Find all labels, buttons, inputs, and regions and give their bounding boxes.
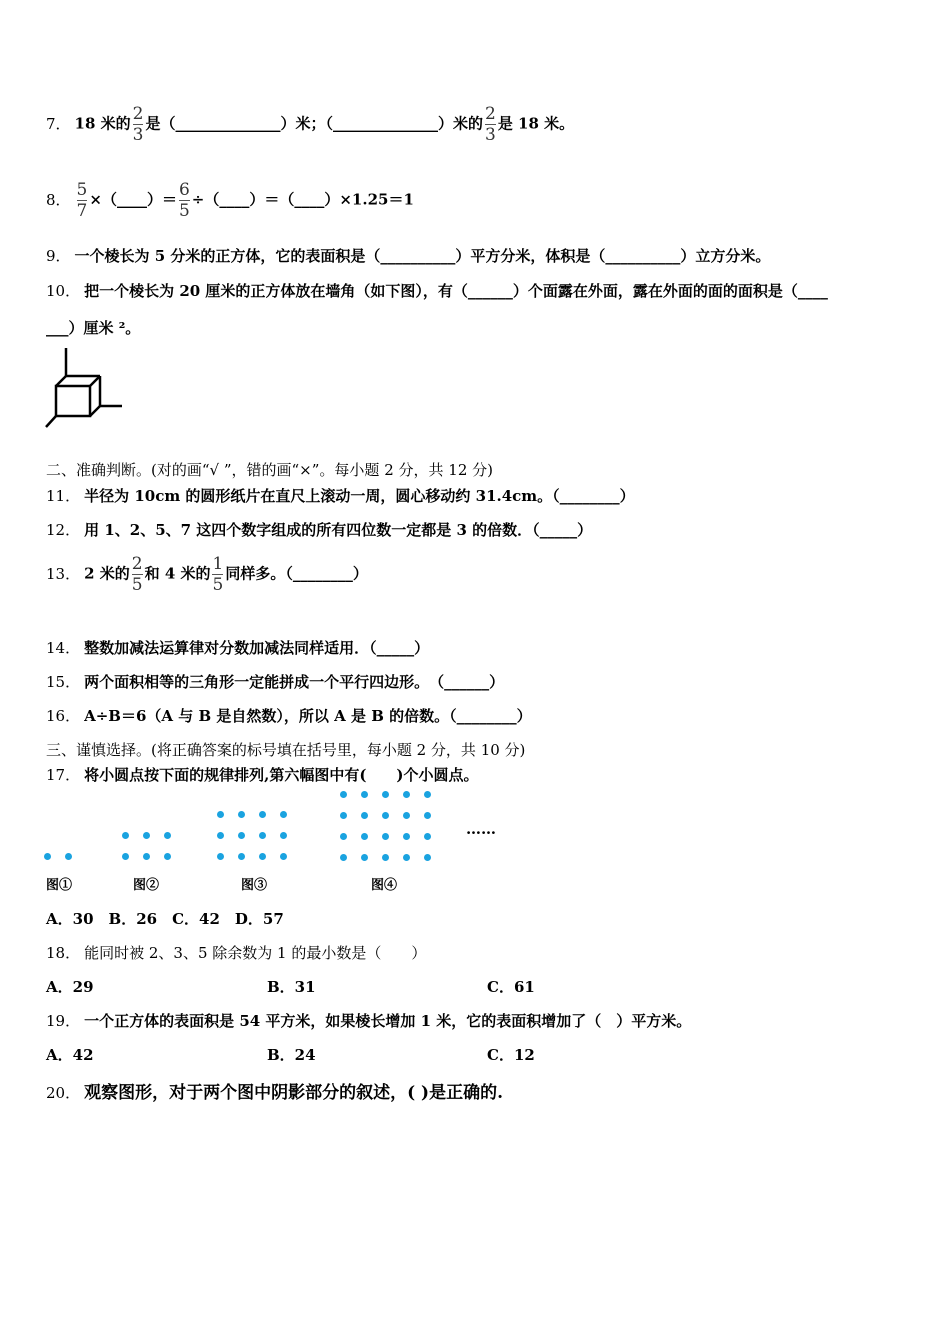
dot-fig4	[424, 854, 431, 861]
dot-fig4	[424, 812, 431, 819]
figure-2-label: 图②	[133, 878, 160, 893]
dot-fig4	[403, 791, 410, 798]
q8-text-a: ×（____）＝	[89, 190, 177, 209]
question-7	[46, 104, 574, 145]
q13-text-c: 同样多。（________）	[225, 564, 368, 583]
q7-fraction-1: $\frac{2}{3}$	[132, 104, 144, 145]
cube-corner-figure	[44, 346, 128, 430]
question-20	[46, 1078, 503, 1103]
dot-fig4	[361, 854, 368, 861]
question-16	[46, 705, 532, 726]
q17-options: A．30 B．26 C．42 D．57	[46, 910, 284, 928]
q19-option-c: C．12	[487, 1046, 535, 1064]
dot-fig2	[143, 832, 150, 839]
question-10	[46, 280, 828, 301]
q7-text-c: 是 18 米。	[497, 114, 575, 133]
dot-fig4	[403, 812, 410, 819]
dot-fig4	[382, 854, 389, 861]
dot-fig2	[164, 853, 171, 860]
q13-text-a: 2 米的	[84, 564, 130, 583]
figure-4-label: 图④	[371, 878, 398, 893]
q11-number: 11．	[46, 487, 81, 505]
question-13	[46, 554, 368, 595]
q18-option-c: C．61	[487, 978, 535, 996]
q7-number: 7．	[46, 114, 71, 133]
q14-number: 14．	[46, 639, 81, 657]
figure-1-label: 图①	[46, 878, 73, 893]
q8-text-b: ÷（____）＝（____）×1.25＝1	[191, 190, 414, 209]
q18-text: 能同时被 2、3、5 除余数为 1 的最小数是（ ）	[84, 944, 427, 962]
q20-number: 20．	[46, 1084, 81, 1102]
q18-number: 18．	[46, 944, 81, 962]
q15-number: 15．	[46, 673, 81, 691]
dot-fig4	[340, 812, 347, 819]
dot-fig3	[280, 853, 287, 860]
question-8	[46, 180, 414, 221]
q19-option-b: B．24	[267, 1046, 316, 1064]
dot-fig1	[65, 853, 72, 860]
q8-fraction-2: $\frac{6}{5}$	[178, 180, 190, 221]
q11-text: 半径为 10cm 的圆形纸片在直尺上滚动一周，圆心移动约 31.4cm。（________）	[84, 487, 635, 505]
q16-text: A÷B＝6（A 与 B 是自然数），所以 A 是 B 的倍数。（________）	[84, 707, 532, 725]
dot-fig2	[122, 853, 129, 860]
q18-option-b: B．31	[267, 978, 316, 996]
dot-fig4	[361, 833, 368, 840]
dot-fig4	[403, 833, 410, 840]
dot-fig4	[403, 854, 410, 861]
q10-text: 把一个棱长为 20 厘米的正方体放在墙角（如下图），有（______）个面露在外面，露在外面的面的面积是（____	[84, 282, 828, 300]
question-11	[46, 485, 635, 506]
q19-option-a: A．42	[46, 1046, 94, 1064]
question-9	[46, 245, 770, 266]
q17-text: 将小圆点按下面的规律排列,第六幅图中有( )个小圆点。	[84, 766, 479, 784]
dot-fig4	[382, 791, 389, 798]
q20-text: 观察图形，对于两个图中阴影部分的叙述，( )是正确的.	[84, 1083, 504, 1103]
question-12	[46, 519, 592, 540]
q13-number: 13．	[46, 564, 81, 583]
dot-fig3	[238, 853, 245, 860]
q19-number: 19．	[46, 1012, 81, 1030]
dot-fig4	[361, 791, 368, 798]
q19-text: 一个正方体的表面积是 54 平方米，如果棱长增加 1 米，它的表面积增加了（ ）平方米。	[84, 1012, 692, 1030]
question-18	[46, 942, 426, 963]
q7-text-b: 是（______________）米；（______________）米的	[145, 114, 483, 133]
q10-text-2: ___）厘米 ²。	[46, 319, 141, 337]
q13-fraction-1: $\frac{2}{5}$	[131, 554, 143, 595]
q8-number: 8．	[46, 190, 71, 209]
dot-fig4	[382, 833, 389, 840]
dot-fig2	[164, 832, 171, 839]
q7-text-a: 18 米的	[74, 114, 131, 133]
dot-fig3	[238, 832, 245, 839]
dot-fig4	[424, 791, 431, 798]
q7-fraction-2: $\frac{2}{3}$	[485, 104, 496, 145]
dot-fig3	[280, 832, 287, 839]
dot-fig3	[217, 832, 224, 839]
dot-fig4	[340, 833, 347, 840]
section-3-heading: 三、谨慎选择。(将正确答案的标号填在括号里，每小题 2 分，共 10 分)	[46, 741, 526, 759]
dot-fig1	[44, 853, 51, 860]
dot-fig4	[340, 854, 347, 861]
q18-option-a: A．29	[46, 978, 94, 996]
dot-fig3	[217, 853, 224, 860]
dot-fig3	[217, 811, 224, 818]
dot-fig3	[238, 811, 245, 818]
q13-fraction-2: $\frac{1}{5}$	[212, 554, 224, 595]
dot-fig4	[361, 812, 368, 819]
dot-fig3	[259, 811, 266, 818]
question-10-cont	[46, 317, 140, 338]
q9-number: 9．	[46, 247, 71, 265]
dot-fig3	[259, 832, 266, 839]
question-19	[46, 1010, 691, 1031]
question-15	[46, 671, 504, 692]
q8-fraction-1: $\frac{5}{7}$	[76, 180, 88, 221]
q14-text: 整数加减法运算律对分数加减法同样适用．（_____）	[84, 639, 430, 657]
q13-text-b: 和 4 米的	[144, 564, 211, 583]
q10-number: 10．	[46, 282, 81, 300]
q17-number: 17．	[46, 766, 81, 784]
ellipsis: ……	[466, 820, 496, 838]
dot-fig4	[382, 812, 389, 819]
dot-fig4	[424, 833, 431, 840]
q12-text: 用 1、2、5、7 这四个数字组成的所有四位数一定都是 3 的倍数．（_____）	[84, 521, 593, 539]
q12-number: 12．	[46, 521, 81, 539]
question-17	[46, 764, 479, 785]
q9-text: 一个棱长为 5 分米的正方体，它的表面积是（__________）平方分米，体积是（__________）立方分米。	[74, 247, 771, 265]
dot-fig2	[143, 853, 150, 860]
figure-3-label: 图③	[241, 878, 268, 893]
question-14	[46, 637, 429, 658]
section-2-heading: 二、准确判断。(对的画“√ ”，错的画“×”。每小题 2 分，共 12 分)	[46, 461, 493, 479]
q15-text: 两个面积相等的三角形一定能拼成一个平行四边形。 （______）	[84, 673, 505, 691]
dot-fig3	[280, 811, 287, 818]
dot-fig2	[122, 832, 129, 839]
q16-number: 16．	[46, 707, 81, 725]
dot-fig3	[259, 853, 266, 860]
dot-fig4	[340, 791, 347, 798]
